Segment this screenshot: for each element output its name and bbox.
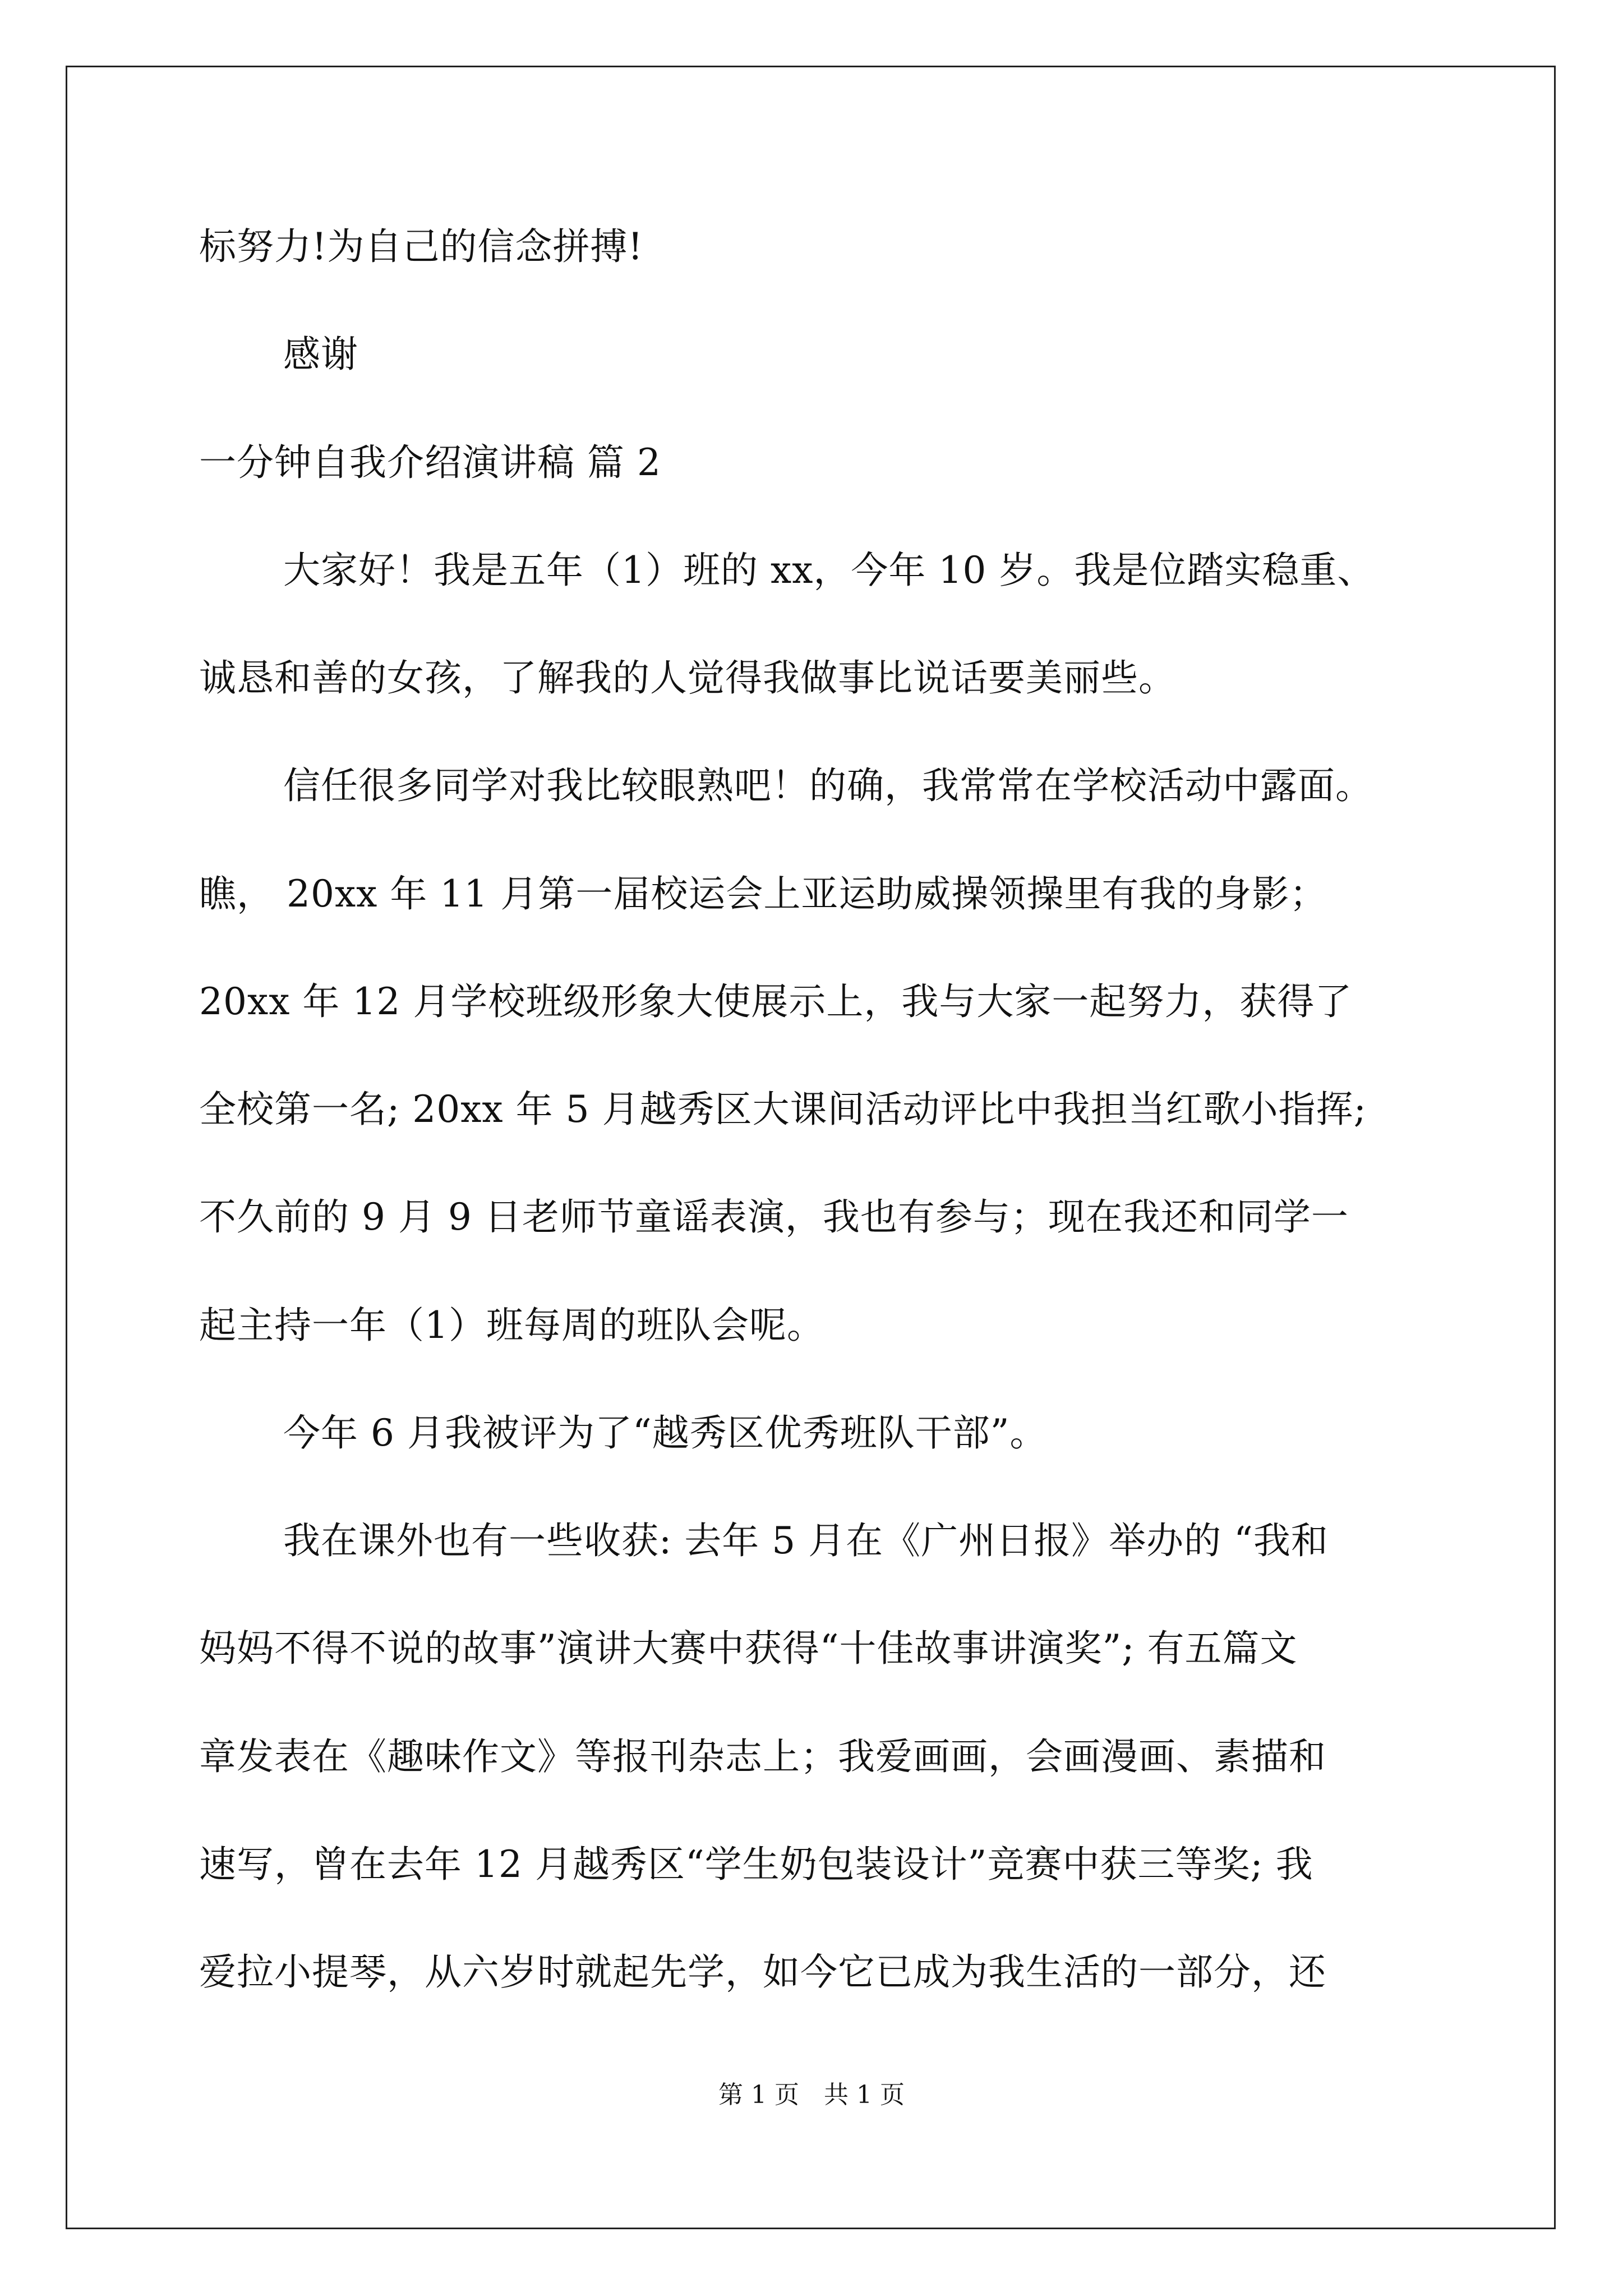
section-heading: 一分钟自我介绍演讲稿 篇 2 (199, 441, 661, 484)
text-line: 速写，曾在去年 12 月越秀区“学生奶包装设计”竞赛中获三等奖; 我 (199, 1843, 1313, 1886)
text-line: 诚恳和善的女孩，了解我的人觉得我做事比说话要美丽些。 (199, 656, 1176, 700)
text-line: 爱拉小提琴，从六岁时就起先学，如今它已成为我生活的一部分，还 (199, 1950, 1326, 1994)
text-line: 我在课外也有一些收获: 去年 5 月在《广州日报》举办的 “我和 (283, 1519, 1329, 1562)
text-line: 全校第一名; 20xx 年 5 月越秀区大课间活动评比中我担当红歌小指挥; (199, 1088, 1367, 1131)
text-line: 感谢 (283, 333, 358, 376)
text-line: 妈妈不得不说的故事”演讲大赛中获得“十佳故事讲演奖”; 有五篇文 (199, 1627, 1298, 1670)
text-line: 起主持一年（1）班每周的班队会呢。 (199, 1304, 824, 1347)
text-line: 标努力!为自己的信念拼搏! (199, 225, 644, 268)
text-line: 瞧， 20xx 年 11 月第一届校运会上亚运助威操领操里有我的身影； (199, 872, 1327, 915)
text-line: 信任很多同学对我比较眼熟吧！的确，我常常在学校活动中露面。 (283, 764, 1373, 807)
text-line: 20xx 年 12 月学校班级形象大使展示上，我与大家一起努力，获得了 (199, 980, 1353, 1023)
text-line: 大家好！我是五年（1）班的 xx，今年 10 岁。我是位踏实稳重、 (283, 549, 1375, 592)
text-line: 不久前的 9 月 9 日老师节童谣表演，我也有参与；现在我还和同学一 (199, 1195, 1349, 1239)
text-line: 今年 6 月我被评为了“越秀区优秀班队干部”。 (283, 1411, 1048, 1455)
page-number-footer: 第 1 页 共 1 页 (718, 2081, 905, 2109)
text-line: 章发表在《趣味作文》等报刊杂志上；我爱画画，会画漫画、素描和 (199, 1735, 1326, 1778)
page-border (66, 66, 1556, 2229)
